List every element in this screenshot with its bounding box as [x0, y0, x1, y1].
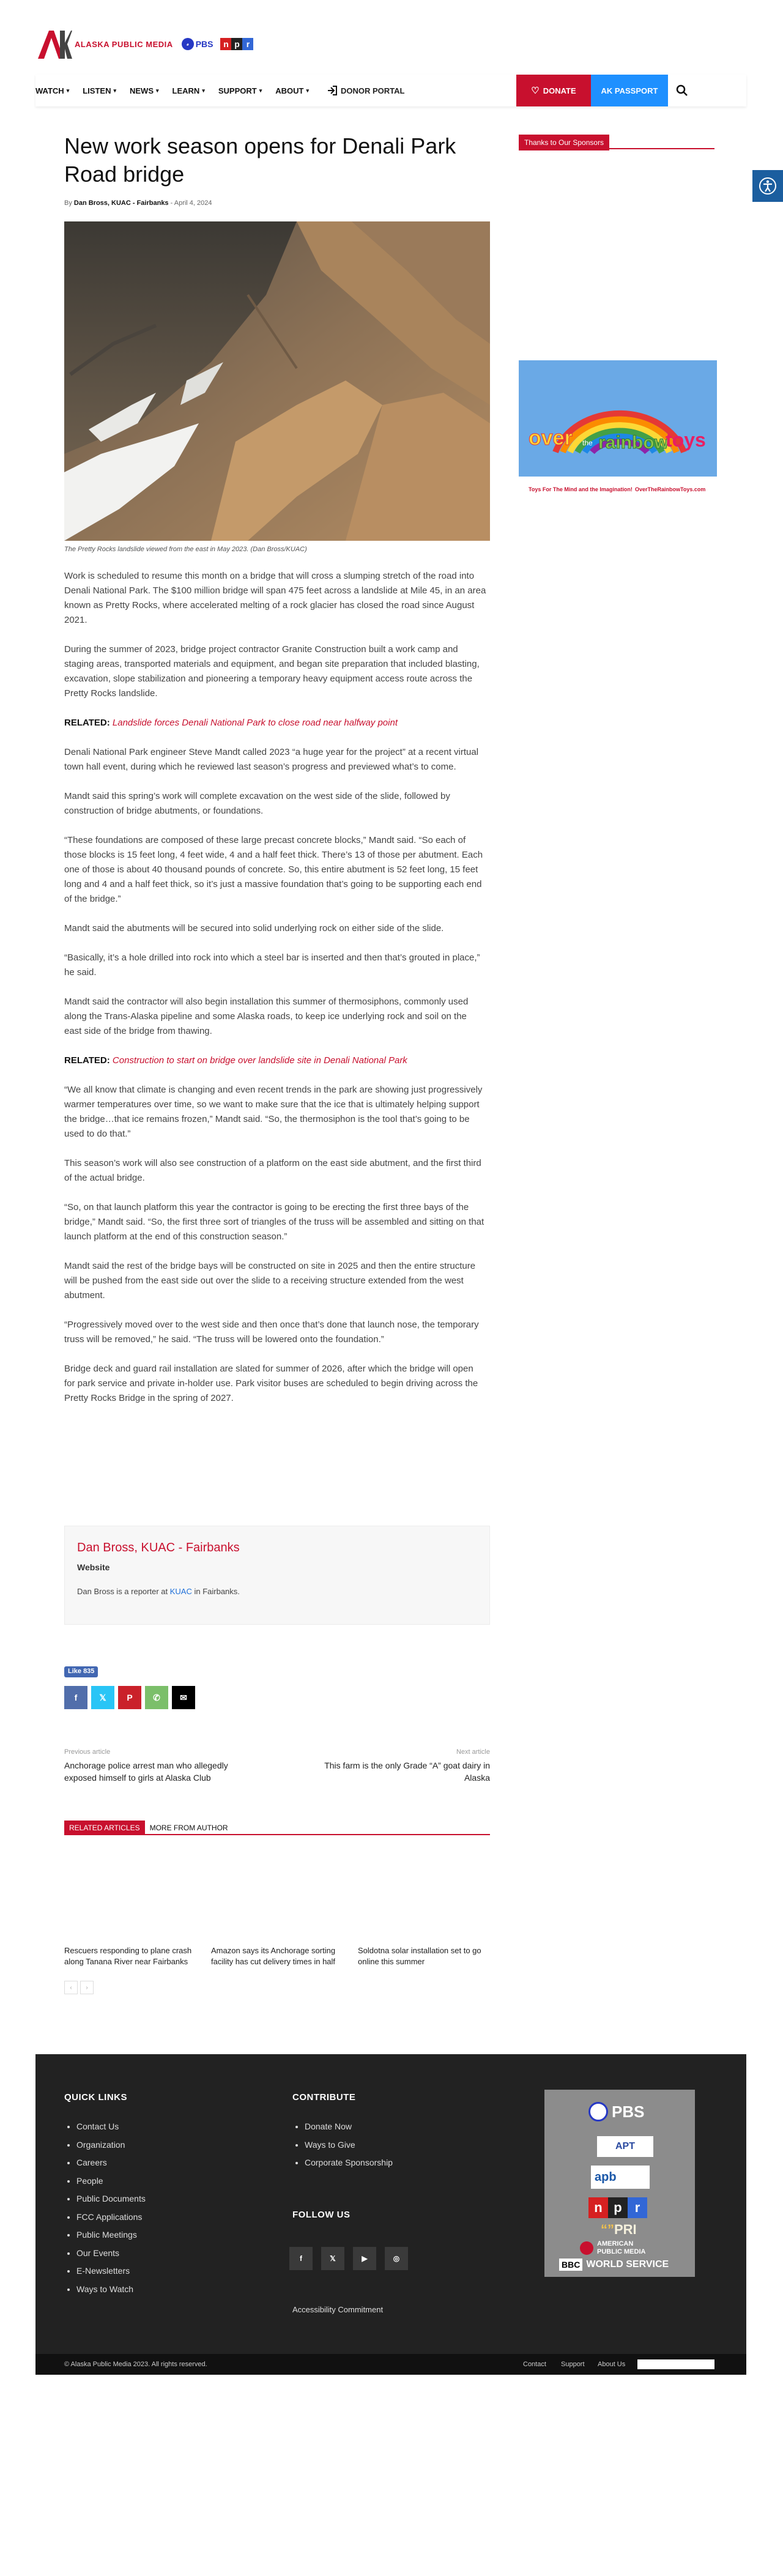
byline-author[interactable]: Dan Bross, KUAC - Fairbanks: [73, 199, 169, 207]
tab-more-from-author[interactable]: MORE FROM AUTHOR: [149, 1824, 228, 1832]
pri-label: PRI: [614, 2222, 637, 2237]
footer-link[interactable]: • Ways to Give: [305, 2136, 393, 2155]
nav-label: LEARN: [172, 86, 200, 95]
main-nav: [35, 75, 746, 106]
donate-label: DONATE: [543, 86, 576, 95]
related-link[interactable]: Landslide forces Denali National Park to close road near halfway point: [112, 718, 398, 728]
pinterest-share-icon[interactable]: P: [118, 1686, 141, 1709]
sidebar-heading: [519, 135, 714, 149]
bio-link[interactable]: KUAC: [169, 1587, 192, 1596]
image-caption: The Pretty Rocks landslide viewed from the east in May 2023. (Dan Bross/KUAC): [64, 546, 307, 553]
bbc-world-service: WORLD SERVICE: [586, 2259, 669, 2270]
sign-in-icon: [327, 86, 337, 95]
footer-link[interactable]: • Donate Now: [305, 2118, 393, 2136]
nav-news[interactable]: [130, 86, 159, 95]
nav-label: WATCH: [35, 86, 64, 95]
nav-label: ABOUT: [275, 86, 304, 95]
paragraph: Mandt said this spring’s work will complete excavation on the west side of the slide, followed by construction of bridge abutments, or foundations.: [64, 791, 450, 816]
footer-quick-links: [64, 2118, 146, 2298]
related-callout: [64, 1053, 486, 1068]
nav-label: NEWS: [130, 86, 154, 95]
footer-link[interactable]: • Organization: [76, 2136, 146, 2155]
accessibility-icon: [759, 177, 776, 195]
footer-social: [289, 2247, 408, 2270]
twitter-icon[interactable]: 𝕏: [321, 2247, 344, 2270]
paragraph: Mandt said the abutments will be secured into solid underlying rock on either side of the slide.: [64, 923, 444, 934]
whatsapp-share-icon[interactable]: ✆: [145, 1686, 168, 1709]
chevron-down-icon: ▾: [306, 87, 309, 94]
author-box: [64, 1526, 490, 1625]
footer-contribute-title: CONTRIBUTE: [292, 2092, 356, 2103]
prev-article[interactable]: [64, 1748, 248, 1784]
author-name[interactable]: Dan Bross, KUAC - Fairbanks: [77, 1541, 240, 1554]
nav-label: SUPPORT: [218, 86, 257, 95]
footer-link[interactable]: • People: [76, 2172, 146, 2191]
search-icon[interactable]: [675, 84, 689, 97]
footer-link[interactable]: • Our Events: [76, 2244, 146, 2263]
donor-portal-link[interactable]: [327, 86, 404, 95]
paragraph: Work is scheduled to resume this month on a bridge that will cross a slumping stretch of the road into Denali National Park. The $100 million bridge will span 475 feet across a landslide at Mile 45, in an area known as Pretty Rocks, where accelerated melting of a rock glacier has closed the road since August 2021.: [64, 571, 486, 625]
byline-separator: -: [170, 199, 174, 207]
pbs-partner-label: PBS: [612, 2102, 645, 2121]
npr-p: p: [608, 2197, 628, 2218]
author-bio: [77, 1587, 477, 1596]
tab-related-articles[interactable]: RELATED ARTICLES: [64, 1821, 145, 1834]
passport-label: AK PASSPORT: [601, 86, 658, 95]
pbs-logo[interactable]: [182, 38, 213, 50]
facebook-share-icon[interactable]: f: [64, 1686, 87, 1709]
related-item[interactable]: Amazon says its Anchorage sorting facility has cut delivery times in half: [211, 1946, 336, 1966]
passport-button[interactable]: [591, 75, 668, 106]
ak-logo-icon: [35, 28, 72, 60]
pbs-icon: ◕: [182, 38, 194, 50]
email-share-icon[interactable]: ✉: [172, 1686, 195, 1709]
paragraph: “These foundations are composed of these large precast concrete blocks,” Mandt said. “So each of those blocks is 15 feet long, 4 feet wide, 4 and a half feet thick. There’s 13 of those per abutment. Each one of those is about 40 thousand pounds of concrete. So, this entire abutment is 52 feet long, 15 feet long and 4 and a half feet thick, so it’s just a massive foundation that’s going to be supporting each end of the bridge.”: [64, 835, 483, 904]
related-callout: [64, 716, 486, 730]
chevron-down-icon: ▾: [259, 87, 262, 94]
related-tabs: [64, 1821, 490, 1835]
pbs-partner-logo[interactable]: [588, 2102, 644, 2121]
paragraph: This season’s work will also see construction of a platform on the east side abutment, and the first third of the actual bridge.: [64, 1158, 481, 1183]
related-label: RELATED:: [64, 1055, 110, 1066]
youtube-icon[interactable]: ▶: [353, 2247, 376, 2270]
nav-about[interactable]: [275, 86, 309, 95]
share-buttons: [64, 1686, 195, 1709]
footer-follow-title: FOLLOW US: [292, 2210, 351, 2220]
chevron-down-icon: ▾: [113, 87, 116, 94]
footer-quick-links-title: QUICK LINKS: [64, 2092, 127, 2103]
apm-logo[interactable]: [580, 2240, 645, 2256]
chevron-down-icon: ▾: [66, 87, 70, 94]
nav-label: LISTEN: [83, 86, 111, 95]
bbc-logo[interactable]: [559, 2259, 669, 2271]
nav-support[interactable]: [218, 86, 262, 95]
byline: [64, 199, 212, 207]
paragraph: “Progressively moved over to the west side and then once that’s done that launch nose, the temporary truss will be removed,” he said. “The truss will be lowered onto the foundation.”: [64, 1320, 479, 1345]
donate-button[interactable]: [516, 75, 591, 106]
facebook-icon[interactable]: f: [289, 2247, 313, 2270]
apt-logo[interactable]: APT: [597, 2136, 653, 2157]
prev-title[interactable]: Anchorage police arrest man who allegedly exposed himself to girls at Alaska Club: [64, 1761, 228, 1783]
ad-word-over: over: [529, 426, 573, 450]
sidebar-heading-label: Thanks to Our Sponsors: [519, 135, 609, 150]
paragraph: Mandt said the rest of the bridge bays will be constructed on site in 2025 and then the entire structure will be pushed from the east side out over the slide to a receiving structure extended from the west abutment.: [64, 1261, 476, 1301]
pbs-label: PBS: [195, 39, 213, 49]
pri-logo[interactable]: [601, 2222, 637, 2238]
site-logo[interactable]: [35, 28, 173, 60]
next-label: Next article: [456, 1748, 490, 1756]
heart-icon: ♡: [531, 86, 540, 96]
hero-image: [64, 221, 490, 541]
pager-prev-icon[interactable]: ‹: [64, 1981, 78, 1994]
bbc-mark: BBC: [559, 2259, 582, 2271]
ad-word-rainbow: rainbow: [598, 432, 669, 453]
next-title[interactable]: This farm is the only Grade “A” goat dairy in Alaska: [324, 1761, 490, 1783]
apb-logo[interactable]: apb: [591, 2166, 650, 2189]
related-pager: [64, 1981, 94, 1994]
paragraph: “We all know that climate is changing and even recent trends in the park are showing just progressively warmer temperatures over time, so we want to make sure that the ice that is ultimately helping support the bridge…that ice remains frozen,” Mandt said. “So, the thermosiphon is the tool that’s going to be used to do that.”: [64, 1085, 483, 1139]
bio-text: Dan Bross is a reporter at: [77, 1587, 170, 1596]
npr-p: p: [231, 38, 242, 50]
article-title: New work season opens for Denali Park Road bridge: [64, 133, 456, 187]
related-item[interactable]: Soldotna solar installation set to go online this summer: [358, 1946, 481, 1966]
paragraph: Denali National Park engineer Steve Mandt called 2023 “a huge year for the project” at a recent virtual town hall event, during which he reviewed last season’s progress and previewed what’s to come.: [64, 747, 479, 772]
accessibility-commitment-link[interactable]: Accessibility Commitment: [292, 2305, 384, 2314]
author-website-link[interactable]: Website: [77, 1562, 110, 1572]
pager-next-icon[interactable]: ›: [80, 1981, 94, 1994]
copyright-text: © Alaska Public Media 2023. All rights reserved.: [64, 2361, 207, 2368]
copyright-bar: [35, 2354, 746, 2375]
bio-text: in Fairbanks.: [191, 1587, 240, 1596]
chevron-down-icon: ▾: [202, 87, 205, 94]
paragraph: “So, on that launch platform this year the contractor is going to be erecting the first three bays of the bridge,” Mandt said. “So, the first three sort of triangles of the truss will be assembled and sitting on that launch platform at the end of this construction season.”: [64, 1202, 484, 1242]
bottom-link-about[interactable]: About Us: [598, 2361, 626, 2368]
footer-link[interactable]: • Contact Us: [76, 2118, 146, 2136]
facebook-like-button[interactable]: Like 835: [64, 1666, 98, 1677]
npr-partner-logo[interactable]: [588, 2197, 647, 2218]
nav-listen[interactable]: [83, 86, 116, 95]
apm-icon: [580, 2241, 593, 2255]
byline-date: April 4, 2024: [174, 199, 212, 207]
related-item[interactable]: Rescuers responding to plane crash along Tanana River near Fairbanks: [64, 1946, 192, 1966]
npr-r: r: [242, 38, 253, 50]
ad-word-the: the: [582, 439, 593, 447]
footer-link[interactable]: • Ways to Watch: [76, 2281, 146, 2299]
npr-r: r: [628, 2197, 647, 2218]
related-label: RELATED:: [64, 718, 110, 728]
paragraph: Bridge deck and guard rail installation are slated for summer of 2026, after which the bridge will open for park service and private in-holder use. Park visitor buses are scheduled to begin driving across the Pretty Rocks Bridge in the spring of 2027.: [64, 1364, 478, 1403]
footer-link[interactable]: • Public Documents: [76, 2190, 146, 2208]
npr-logo[interactable]: [220, 38, 253, 50]
site-footer: [35, 2054, 746, 2354]
twitter-share-icon[interactable]: 𝕏: [91, 1686, 114, 1709]
npr-n: n: [220, 38, 231, 50]
article-body: [64, 569, 486, 1420]
site-header: [35, 20, 253, 69]
ad-url: OverTheRainbowToys.com: [635, 486, 706, 492]
npr-n: n: [588, 2197, 608, 2218]
footer-link[interactable]: • E-Newsletters: [76, 2262, 146, 2281]
nav-watch[interactable]: [35, 86, 69, 95]
prev-next-nav: [64, 1748, 490, 1784]
footer-link[interactable]: • FCC Applications: [76, 2208, 146, 2227]
donor-portal-label: DONOR PORTAL: [340, 86, 405, 95]
related-list: [64, 1945, 490, 1967]
footer-link[interactable]: • Corporate Sponsorship: [305, 2154, 393, 2172]
instagram-icon[interactable]: ◎: [385, 2247, 408, 2270]
related-link[interactable]: Construction to start on bridge over landslide site in Denali National Park: [112, 1055, 407, 1066]
next-article[interactable]: [306, 1748, 490, 1784]
bottom-link-contact[interactable]: Contact: [523, 2361, 546, 2368]
brand-name: ALASKA PUBLIC MEDIA: [75, 39, 173, 49]
sponsor-ad[interactable]: [519, 360, 717, 510]
chevron-down-icon: ▾: [156, 87, 159, 94]
partner-logos: [544, 2090, 695, 2277]
bottom-link-support[interactable]: Support: [561, 2361, 585, 2368]
nav-learn[interactable]: [173, 86, 205, 95]
footer-contribute-links: [292, 2118, 393, 2172]
pri-mark-icon: “”: [601, 2222, 614, 2237]
ad-tagline: Toys For The Mind and the Imagination!: [529, 486, 633, 492]
apm-line1: AMERICAN: [597, 2240, 634, 2248]
paragraph: “Basically, it’s a hole drilled into rock into which a steel bar is inserted and then that’s grouted in place,” he said.: [64, 952, 480, 978]
footer-link[interactable]: • Careers: [76, 2154, 146, 2172]
pbs-head-icon: [588, 2102, 608, 2121]
footer-link[interactable]: • Public Meetings: [76, 2226, 146, 2244]
accessibility-button[interactable]: [752, 170, 783, 202]
footer-search-input[interactable]: [637, 2359, 714, 2369]
ad-word-toys: toys: [666, 429, 706, 451]
paragraph: Mandt said the contractor will also begin installation this summer of thermosiphons, commonly used along the Trans-Alaska pipeline and some Alaska roads, to keep ice underlying rock and soil on the east side of the bridge from thawing.: [64, 997, 469, 1036]
paragraph: During the summer of 2023, bridge project contractor Granite Construction built a work camp and staging areas, transported materials and equipment, and began site preparation that included blasting, excavation, slope stabilization and pioneering a temporary heavy equipment access route across the Pretty Rocks landslide.: [64, 644, 480, 699]
byline-by: By: [64, 199, 72, 207]
prev-label: Previous article: [64, 1748, 111, 1756]
apm-line2: PUBLIC MEDIA: [597, 2248, 646, 2255]
